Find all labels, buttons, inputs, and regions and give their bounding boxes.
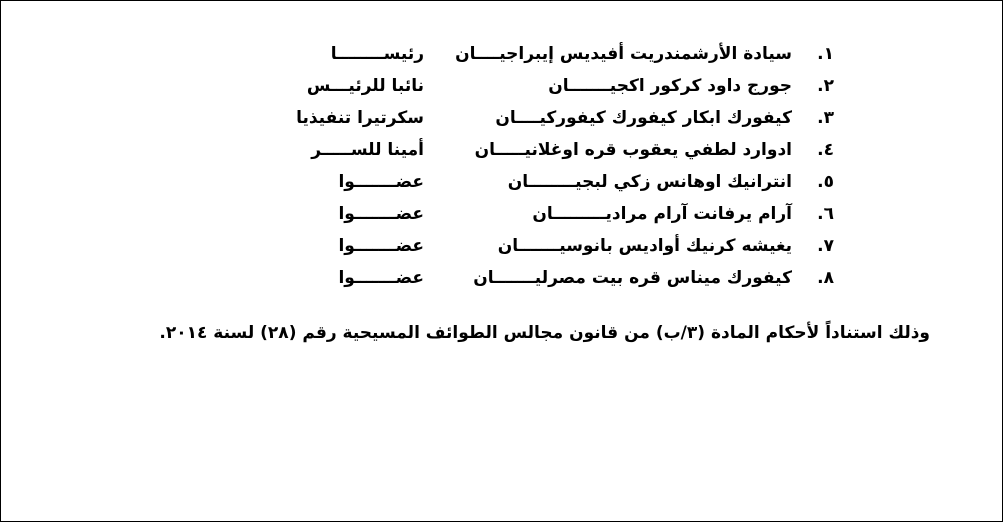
- list-item: [254, 38, 834, 70]
- list-item: [254, 166, 834, 198]
- item-number: ٤.: [817, 140, 834, 160]
- member-name: كيفورك ابكار كيفورك كيفوركيــــان: [495, 108, 792, 128]
- member-role: سكرتيرا تنفيذيا: [296, 108, 424, 128]
- member-name: انترانيك اوهانس زكي لبجيــــــــان: [507, 172, 792, 192]
- list-item: [254, 262, 834, 294]
- member-role: أمينا للســـــر: [311, 140, 424, 160]
- item-number: ٦.: [817, 204, 834, 224]
- item-number: ٨.: [817, 268, 834, 288]
- member-name: يغيشه كرنيك أواديس بانوسيـــــــان: [497, 236, 792, 256]
- member-name: جورج داود كركور اكجيـــــــان: [548, 76, 792, 96]
- member-name: آرام يرفانت آرام مراديـــــــــان: [532, 204, 792, 224]
- member-role: عضـــــــوا: [338, 204, 424, 224]
- member-name: ادوارد لطفي يعقوب قره اوغلانيـــــان: [474, 140, 792, 160]
- member-role: عضـــــــوا: [338, 172, 424, 192]
- item-number: ٢.: [817, 76, 834, 96]
- member-role: نائبا للرئيـــس: [306, 76, 424, 96]
- member-name: سيادة الأرشمندريت أفيديس إيبراجيــــان: [455, 44, 792, 64]
- list-item: [254, 230, 834, 262]
- member-role: عضـــــــوا: [338, 236, 424, 256]
- list-item: [254, 70, 834, 102]
- item-number: ٥.: [817, 172, 834, 192]
- member-name: كيفورك ميناس قره بيت مصرليـــــــان: [473, 268, 792, 288]
- list-item: [254, 198, 834, 230]
- member-role: رئيســــــــا: [330, 44, 424, 64]
- list-item: [254, 102, 834, 134]
- legal-reference-note: وذلك استناداً لأحكام المادة (٣/ب) من قانون مجالس الطوائف المسيحية رقم (٢٨) لسنة ٢٠١٤.: [159, 323, 930, 343]
- item-number: ٧.: [817, 236, 834, 256]
- list-item: [254, 134, 834, 166]
- member-role: عضـــــــوا: [338, 268, 424, 288]
- item-number: ١.: [817, 44, 834, 64]
- item-number: ٣.: [817, 108, 834, 128]
- members-list: [254, 38, 834, 294]
